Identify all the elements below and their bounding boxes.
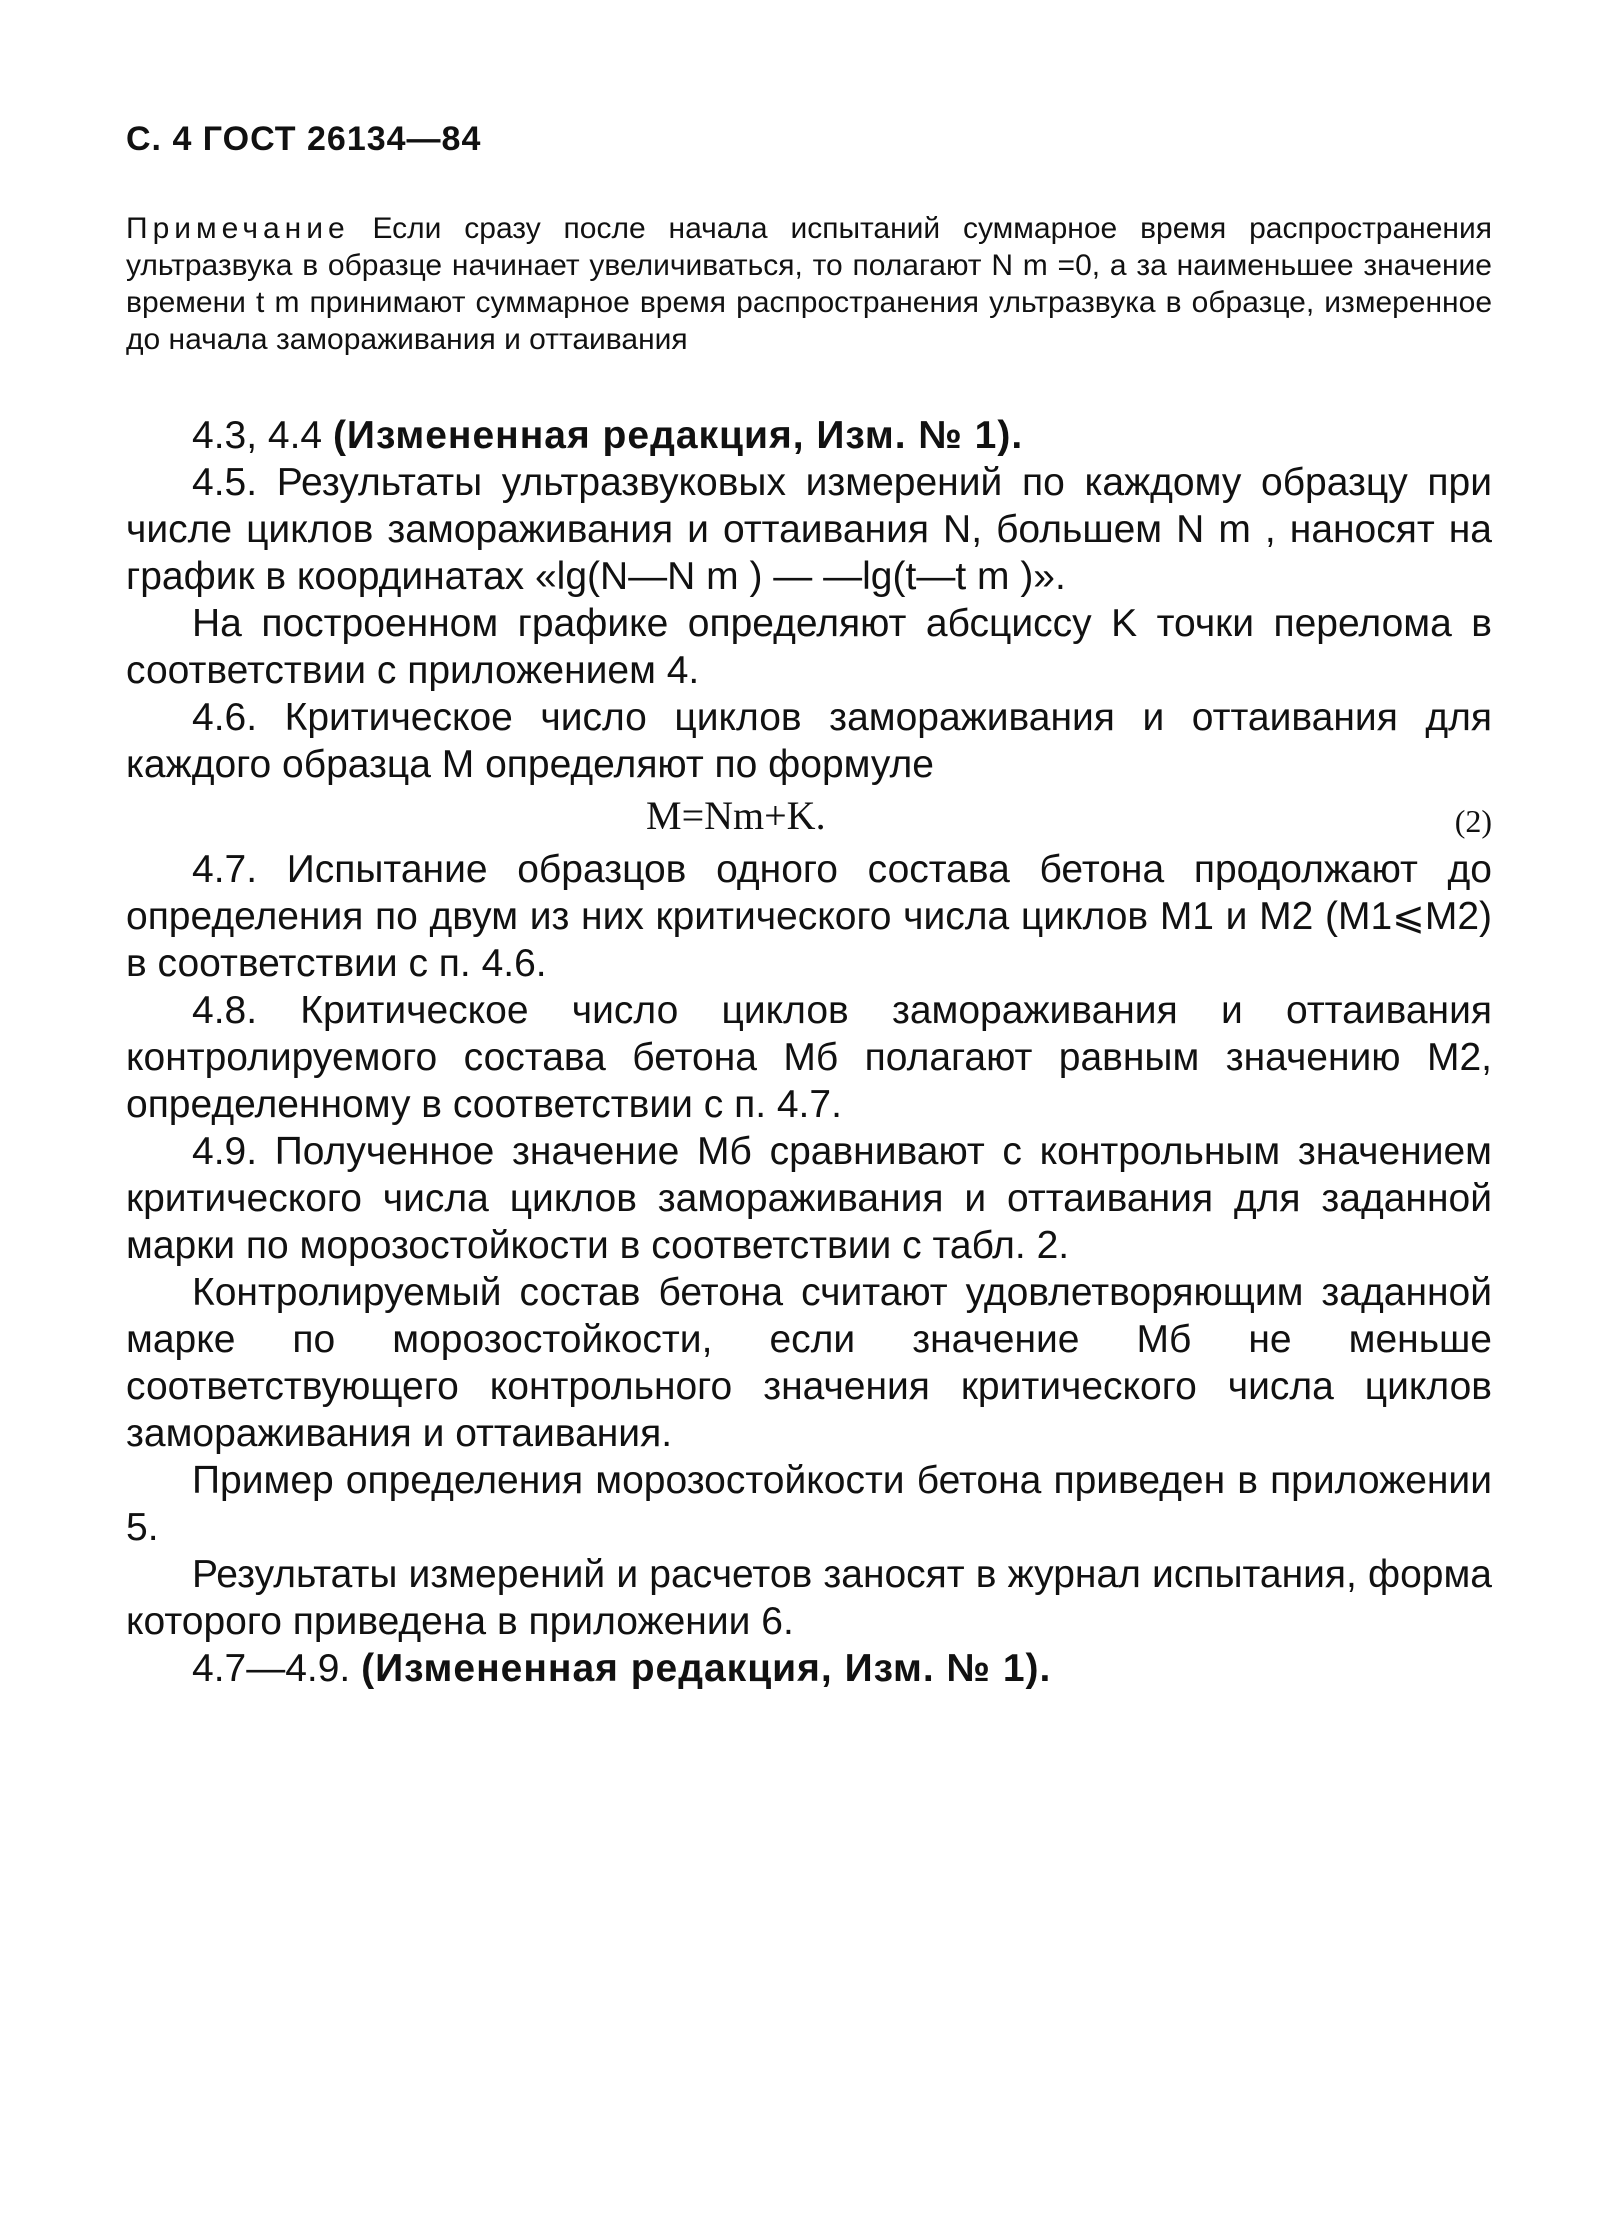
note-label: Примечание: [126, 212, 350, 245]
paragraph-4-5: 4.5. Результаты ультразвуковых измерений по каждому образцу при числе циклов замораживания и оттаивания N, большем N m , наносят на график в координатах «lg(N—N m ) — —lg(t—t m )».: [126, 461, 1492, 598]
note-text: Если сразу после начала испытаний суммарное время распространения ультразвука в образце начинает увеличиваться, то полагают N m =0, а за наименьшее значение времени t m принимают суммарное время распространения ультразвука в образце, измеренное до начала замораживания и оттаивания: [126, 212, 1492, 356]
paragraph-4-9-condition: Контролируемый состав бетона считают удовлетворяющим заданной марке по морозостойкости, если значение Mб не меньше соответствующего контрольного значения критического числа циклов замораживания и оттаивания.: [126, 1271, 1492, 1455]
amendment-note-1: 4.3, 4.4 (Измененная редакция, Изм. № 1).: [192, 414, 1024, 457]
amendment-note-2: 4.7—4.9. (Измененная редакция, Изм. № 1).: [192, 1647, 1052, 1690]
paragraph-4-9: 4.9. Полученное значение Mб сравнивают с контрольным значением критического числа циклов замораживания и оттаивания для заданной марки по морозостойкости в соответствии с табл. 2.: [126, 1130, 1492, 1267]
paragraph-4-9-example: Пример определения морозостойкости бетона приведен в приложении 5.: [126, 1459, 1492, 1549]
page-header: С. 4 ГОСТ 26134—84: [126, 120, 482, 158]
paragraph-4-8: 4.8. Критическое число циклов замораживания и оттаивания контролируемого состава бетона Mб полагают равным значению M2, определенному в соответствии с п. 4.7.: [126, 989, 1492, 1126]
paragraph-4-5-graph: На построенном графике определяют абсциссу K точки перелома в соответствии с приложением 4.: [126, 602, 1492, 692]
paragraph-4-6: 4.6. Критическое число циклов замораживания и оттаивания для каждого образца M определяют по формуле: [126, 696, 1492, 786]
formula-line: [126, 792, 1492, 844]
formula-number: (2): [1454, 803, 1492, 839]
note-block: [126, 210, 1492, 358]
formula: M=Nm+K.: [646, 793, 826, 838]
paragraph-4-9-journal: Результаты измерений и расчетов заносят в журнал испытания, форма которого приведена в приложении 6.: [126, 1553, 1492, 1643]
main-text: [126, 412, 1492, 1692]
paragraph-4-7: 4.7. Испытание образцов одного состава бетона продолжают до определения по двум из них критического числа циклов M1 и M2 (M1⩽M2) в соответствии с п. 4.6.: [126, 848, 1492, 985]
